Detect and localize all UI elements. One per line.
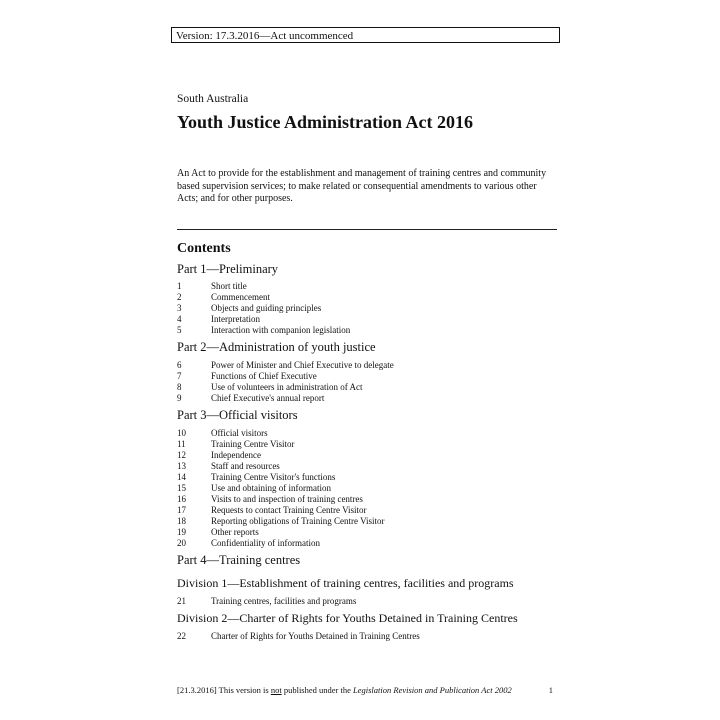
section-title: Use and obtaining of information	[211, 483, 331, 493]
section-title: Power of Minister and Chief Executive to delegate	[211, 360, 394, 370]
section-title: Functions of Chief Executive	[211, 371, 317, 381]
section-number: 20	[177, 538, 186, 548]
section-number: 15	[177, 483, 186, 493]
section-title: Chief Executive's annual report	[211, 393, 325, 403]
section-number: 14	[177, 472, 186, 482]
footer-act-reference: Legislation Revision and Publication Act 2002	[353, 685, 512, 695]
section-number: 22	[177, 631, 186, 641]
section-title: Confidentiality of information	[211, 538, 320, 548]
section-title: Requests to contact Training Centre Visitor	[211, 505, 367, 515]
page-footer	[177, 685, 557, 695]
footer-not: not	[270, 685, 282, 695]
section-number: 17	[177, 505, 186, 515]
section-number: 19	[177, 527, 186, 537]
section-title: Training Centre Visitor	[211, 439, 295, 449]
act-title: Youth Justice Administration Act 2016	[177, 112, 474, 132]
division-2-heading: Division 2—Charter of Rights for Youths Detained in Training Centres	[177, 611, 518, 625]
section-number: 18	[177, 516, 186, 526]
contents-heading: Contents	[177, 241, 231, 256]
page-number: 1	[548, 685, 553, 695]
division-1-heading: Division 1—Establishment of training centres, facilities and programs	[177, 576, 514, 590]
part-4-heading: Part 4—Training centres	[177, 553, 301, 567]
section-title: Training centres, facilities and programs	[211, 596, 357, 606]
section-title: Interaction with companion legislation	[211, 325, 351, 335]
part-2-heading: Part 2—Administration of youth justice	[177, 340, 376, 354]
section-title: Interpretation	[211, 314, 260, 324]
section-number: 6	[177, 360, 182, 370]
section-number: 21	[177, 596, 186, 606]
section-number: 10	[177, 428, 186, 438]
section-number: 12	[177, 450, 186, 460]
section-title: Independence	[211, 450, 261, 460]
part-3-heading: Part 3—Official visitors	[177, 408, 298, 422]
section-title: Official visitors	[211, 428, 268, 438]
section-title: Other reports	[211, 527, 259, 537]
section-number: 1	[177, 281, 182, 291]
part-1-heading: Part 1—Preliminary	[177, 262, 279, 276]
version-banner: Version: 17.3.2016—Act uncommenced	[171, 27, 560, 43]
section-number: 8	[177, 382, 182, 392]
section-number: 4	[177, 314, 182, 324]
section-number: 2	[177, 292, 182, 302]
section-title: Training Centre Visitor's functions	[211, 472, 336, 482]
section-number: 16	[177, 494, 186, 504]
footer-date: [21.3.2016]	[177, 685, 217, 695]
long-title: An Act to provide for the establishment and management of training centres and community based supervision services; to make related or consequential amendments to various other Acts; and for other purposes.	[177, 168, 547, 204]
section-number: 3	[177, 303, 182, 313]
section-title: Commencement	[211, 292, 270, 302]
footer-text: This version is	[216, 685, 271, 695]
section-title: Charter of Rights for Youths Detained in Training Centres	[211, 631, 420, 641]
section-title: Short title	[211, 281, 247, 291]
section-number: 9	[177, 393, 182, 403]
section-title: Visits to and inspection of training centres	[211, 494, 363, 504]
divider	[177, 229, 557, 230]
jurisdiction: South Australia	[177, 93, 249, 105]
section-title: Reporting obligations of Training Centre Visitor	[211, 516, 385, 526]
footer-text: published under the	[281, 685, 353, 695]
section-number: 5	[177, 325, 182, 335]
section-title: Objects and guiding principles	[211, 303, 322, 313]
section-title: Use of volunteers in administration of Act	[211, 382, 363, 392]
section-number: 11	[177, 439, 186, 449]
section-number: 13	[177, 461, 186, 471]
section-title: Staff and resources	[211, 461, 280, 471]
section-number: 7	[177, 371, 182, 381]
